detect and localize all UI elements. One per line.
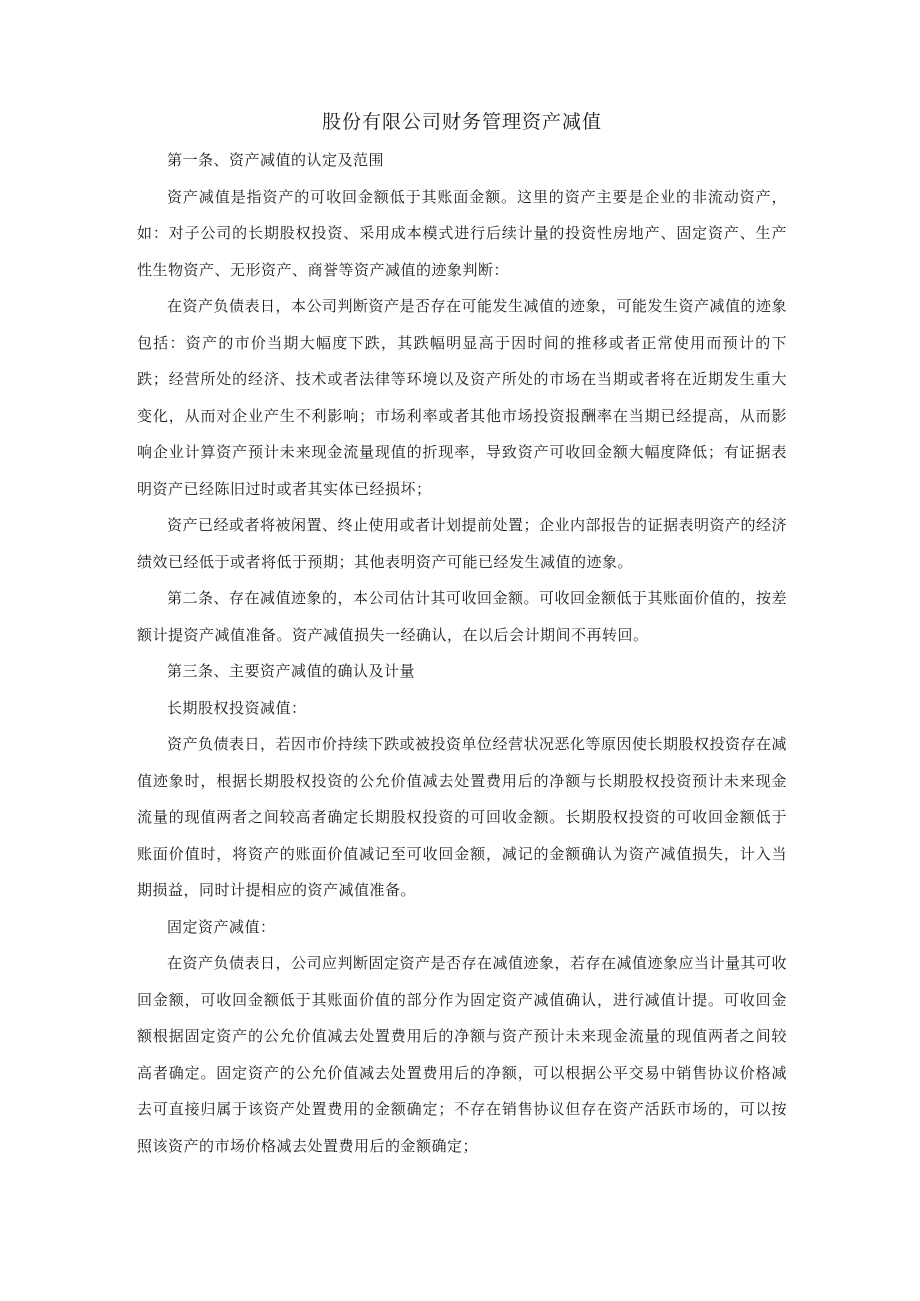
document-page — [137, 108, 787, 1164]
subsection-heading-fixed-assets: 固定资产减值： — [167, 917, 276, 936]
body-paragraph: 资产已经或者将被闲置、终止使用或者计划提前处置；企业内部报告的证据表明资产的经济绩效已经低于或者将低于预期；其他表明资产可能已经发生减值的迹象。 — [137, 516, 788, 571]
body-paragraph: 在资产负债表日，公司应判断固定资产是否存在减值迹象，若存在减值迹象应当计量其可收回金额，可收回金额低于其账面价值的部分作为固定资产减值确认，进行减值计提。可收回金额根据固定资产的公允价值减去处置费用后的净额与资产预计未来现金流量的现值两者之间较高者确定。固定资产的公允价值减去处置费用后的净额，可以根据公平交易中销售协议价格减去可直接归属于该资产处置费用的金额确定；不存在销售协议但存在资产活跃市场的，可以按照该资产的市场价格减去处置费用后的金额确定； — [137, 954, 788, 1155]
body-paragraph: 资产负债表日，若因市价持续下跌或被投资单位经营状况恶化等原因使长期股权投资存在减值迹象时，根据长期股权投资的公允价值减去处置费用后的净额与长期股权投资预计未来现金流量的现值两者之间较高者确定长期股权投资的可回收金额。长期股权投资的可收回金额低于账面价值时，将资产的账面价值减记至可收回金额，减记的金额确认为资产减值损失，计入当期损益，同时计提相应的资产减值准备。 — [137, 735, 788, 899]
section-heading-1: 第一条、资产减值的认定及范围 — [167, 151, 385, 169]
section-heading-3: 第三条、主要资产减值的确认及计量 — [167, 662, 416, 680]
body-paragraph: 在资产负债表日，本公司判断资产是否存在可能发生减值的迹象，可能发生资产减值的迹象包括：资产的市价当期大幅度下跌，其跌幅明显高于因时间的推移或者正常使用而预计的下跌；经营所处的经济、技术或者法律等环境以及资产所处的市场在当期或者将在近期发生重大变化，从而对企业产生不利影响；市场利率或者其他市场投资报酬率在当期已经提高，从而影响企业计算资产预计未来现金流量现值的折现率，导致资产可收回金额大幅度降低；有证据表明资产已经陈旧过时或者其实体已经损坏； — [137, 297, 788, 498]
subsection-heading-long-term-equity: 长期股权投资减值： — [167, 698, 307, 717]
body-paragraph: 资产减值是指资产的可收回金额低于其账面金额。这里的资产主要是企业的非流动资产，如：对子公司的长期股权投资、采用成本模式进行后续计量的投资性房地产、固定资产、生产性生物资产、无形资产、商誉等资产减值的迹象判断： — [137, 187, 787, 279]
section-heading-2: 第二条、存在减值迹象的，本公司估计其可收回金额。可收回金额低于其账面价值的，按差额计提资产减值准备。资产减值损失一经确认，在以后会计期间不再转回。 — [137, 589, 788, 644]
document-title: 股份有限公司财务管理资产减值 — [321, 111, 602, 133]
